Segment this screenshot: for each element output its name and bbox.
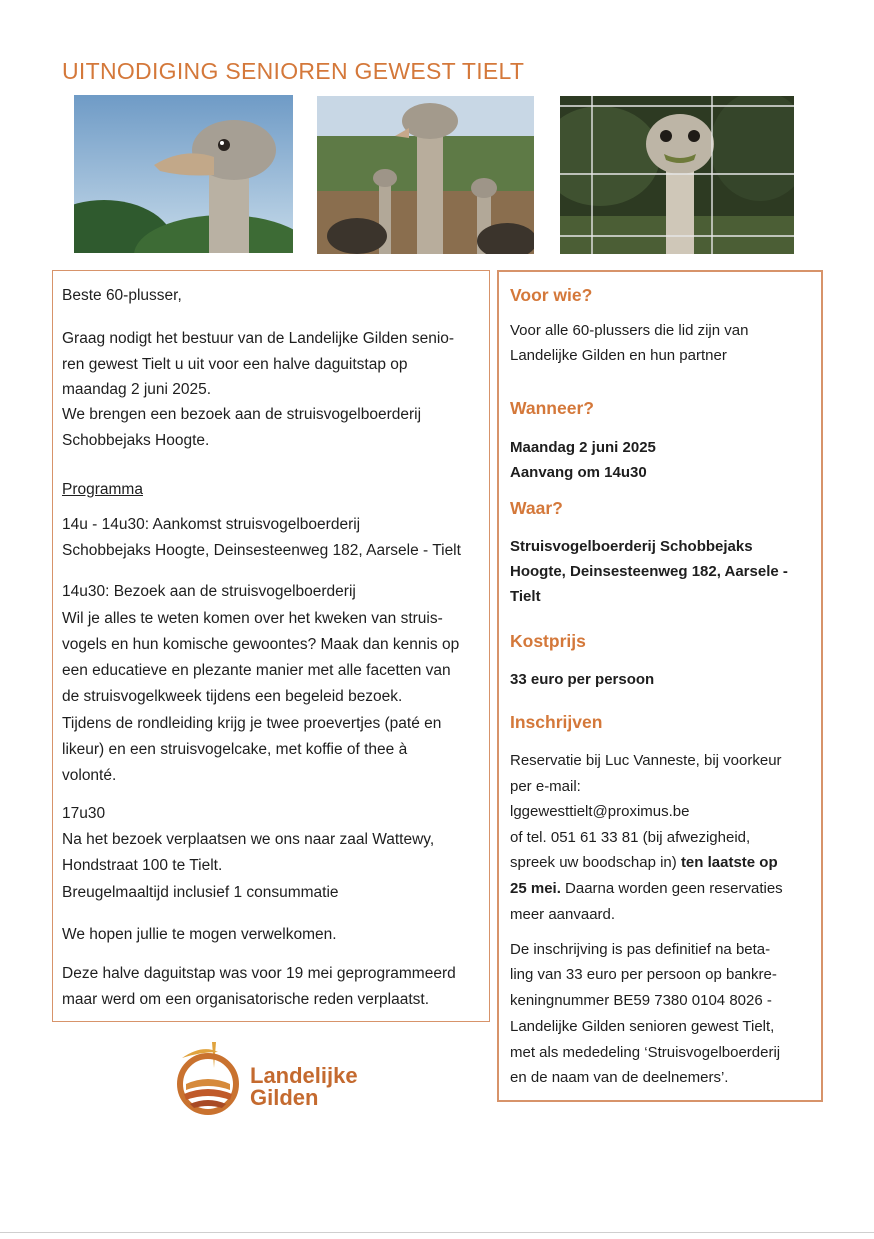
payment-text: met als mededeling ‘Struisvogelboerderij xyxy=(510,1044,781,1061)
where-heading: Waar? xyxy=(510,498,563,518)
price-value: 33 euro per persoon xyxy=(510,671,655,688)
page-title: UITNODIGING SENIOREN GEWEST TIELT xyxy=(62,58,525,84)
who-text: Voor alle 60-plussers die lid zijn van xyxy=(510,322,749,339)
when-date: Maandag 2 juni 2025 xyxy=(510,439,656,456)
program-arrival: Schobbejaks Hoogte, Deinsesteenweg 182, Aarsele - Tielt xyxy=(62,542,461,559)
program-tour: likeur) en een struisvogelcake, met koffie of thee à xyxy=(62,741,408,758)
payment-text: De inschrijving is pas definitief na beta- xyxy=(510,941,771,958)
price-heading: Kostprijs xyxy=(510,631,586,651)
program-visit: de struisvogelkweek tijdens een begeleid bezoek. xyxy=(62,688,403,705)
program-tour: volonté. xyxy=(62,767,117,784)
program-evening: Na het bezoek verplaatsen we ons naar zaal Wattewy, xyxy=(62,831,435,848)
program-evening: 17u30 xyxy=(62,805,106,822)
signup-deadline-line xyxy=(510,876,815,902)
signup-deadline: 25 mei. xyxy=(510,880,561,897)
payment-text: keningnummer BE59 7380 0104 8026 - xyxy=(510,992,772,1009)
signup-text: spreek uw boodschap in) xyxy=(510,854,681,871)
ostrich-fence-photo xyxy=(560,96,794,254)
signup-text: Daarna worden geen reservaties xyxy=(560,880,783,897)
signup-text: of tel. 051 61 33 81 (bij afwezigheid, xyxy=(510,829,751,846)
logo-emblem-icon xyxy=(172,1038,244,1118)
where-text: Tielt xyxy=(510,588,541,605)
ostrich-group-photo xyxy=(317,96,534,254)
intro-line: ren gewest Tielt u uit voor een halve daguitstap op xyxy=(62,356,408,373)
program-tour: Tijdens de rondleiding krijg je twee proevertjes (paté en xyxy=(62,715,442,732)
signup-deadline: ten laatste op xyxy=(680,854,778,871)
program-visit: 14u30: Bezoek aan de struisvogelboerderij xyxy=(62,583,356,600)
signup-text: meer aanvaard. xyxy=(510,906,616,923)
signup-heading: Inschrijven xyxy=(510,712,603,732)
page-bottom-divider xyxy=(0,1232,874,1233)
who-heading: Voor wie? xyxy=(510,285,593,305)
intro-line: We brengen een bezoek aan de struisvogelboerderij xyxy=(62,406,422,423)
program-meal: Breugelmaaltijd inclusief 1 consummatie xyxy=(62,884,339,901)
where-text: Struisvogelboerderij Schobbejaks xyxy=(510,538,753,555)
who-text: Landelijke Gilden en hun partner xyxy=(510,347,727,364)
payment-text: Landelijke Gilden senioren gewest Tielt, xyxy=(510,1018,775,1035)
welcome-text: We hopen jullie te mogen verwelkomen. xyxy=(62,926,337,943)
signup-email-link[interactable]: lggewesttielt@proximus.be xyxy=(510,803,690,820)
signup-text: per e-mail: xyxy=(510,778,581,795)
ostrich-head-photo xyxy=(74,95,293,253)
intro-line: maandag 2 juni 2025. xyxy=(62,381,212,398)
program-heading: Programma xyxy=(62,481,143,498)
program-visit: vogels en hun komische gewoontes? Maak dan kennis op xyxy=(62,636,460,653)
program-visit: een educatieve en plezante manier met alle facetten van xyxy=(62,662,451,679)
when-heading: Wanneer? xyxy=(510,398,594,418)
landelijke-gilden-logo xyxy=(172,1038,382,1118)
program-visit: Wil je alles te weten komen over het kweken van struis- xyxy=(62,610,443,627)
signup-deadline-line xyxy=(510,850,815,876)
program-evening: Hondstraat 100 te Tielt. xyxy=(62,857,223,874)
intro-line: Schobbejaks Hoogte. xyxy=(62,432,210,449)
intro-line: Graag nodigt het bestuur van de Landelijke Gilden senio- xyxy=(62,330,455,347)
payment-text: ling van 33 euro per persoon op bankre- xyxy=(510,966,777,983)
logo-line-2: Gilden xyxy=(250,1085,319,1110)
reschedule-note: maar werd om een organisatorische reden verplaatst. xyxy=(62,991,430,1008)
signup-text: Reservatie bij Luc Vanneste, bij voorkeur xyxy=(510,752,782,769)
when-time: Aanvang om 14u30 xyxy=(510,464,647,481)
logo-line-1: Landelijke xyxy=(250,1063,358,1088)
program-arrival: 14u - 14u30: Aankomst struisvogelboerderij xyxy=(62,516,361,533)
payment-text: en de naam van de deelnemers’. xyxy=(510,1069,729,1086)
where-text: Hoogte, Deinsesteenweg 182, Aarsele - xyxy=(510,563,788,580)
reschedule-note: Deze halve daguitstap was voor 19 mei geprogrammeerd xyxy=(62,965,456,982)
greeting: Beste 60-plusser, xyxy=(62,287,182,304)
